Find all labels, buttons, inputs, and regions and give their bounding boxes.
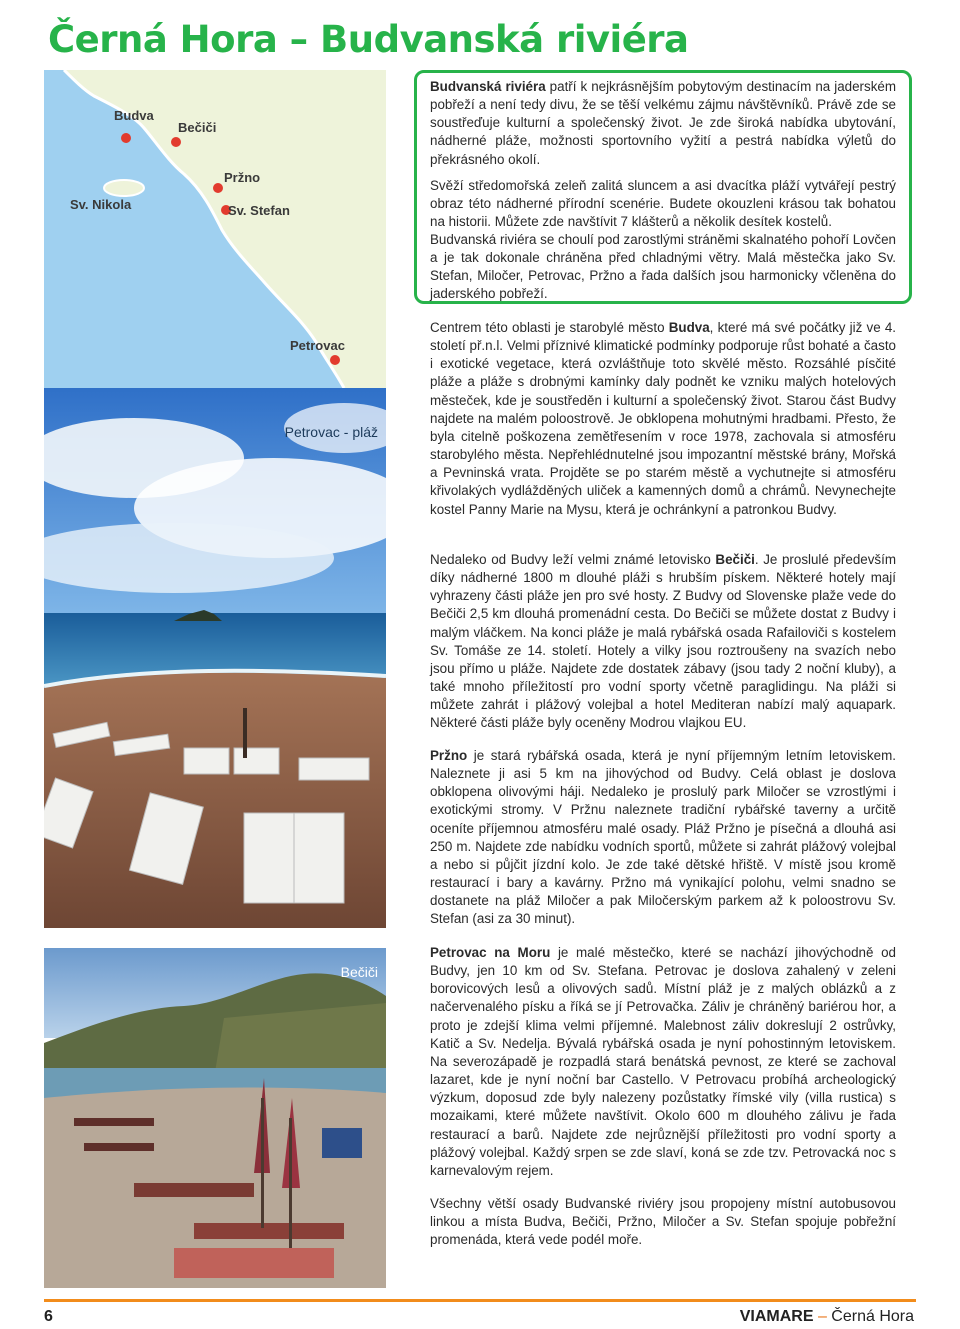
map-label-sv-stefan: Sv. Stefan [228,203,290,218]
budva-paragraph: Centrem této oblasti je starobylé město Budva, které má své počátky již ve 4. století př.n.l. Velmi příznivé klimatické podmínky podporuje růst bohaté a často i exotické vegetace, která ozvláštňuje toto skvělé město. Rozsáhlé písčité pláže a pláže s drobnými kamínky daly podnět ke vzniku malých hotelových městeček, kde je soustředěn i kulturní a společenský život. Starou část Budvy najdete na malém poloostrově. Je obklopena mohutnými hradbami. Přesto, že byla citelně poškozena zemětřesením v roce 1978, zachovala si atmosféru starobylého města. Nepřehlédnutelné jsou impozantní městské brány, Mořská a Pevninská vrata. Projděte se po starém městě a vychutnejte si atmosféru křivolakých vydlážděných uliček a kamenných domů a chrámů. Nevynechejte kostel Panny Marie na Mysu, která je ochránkyní a patronkou Budvy. [430,320,897,517]
map-label-petrovac: Petrovac [290,338,345,353]
map-label-przno: Pržno [224,170,261,185]
footer-rule [44,1299,916,1302]
photo-caption-petrovac: Petrovac - pláž [284,424,378,440]
intro-paragraph-3: Budvanská riviéra se choulí pod zarostlými stráněmi skalnatého pohoří Lovčen a je tak dokonale chráněna před chladnými větry. Malá městečka jako Sv. Stefan, Miločer, Petrovac, Pržno a řada dalších jsou harmonicky včleněna do jaderského pobřeží. [430,232,896,302]
przno-paragraph: Pržno je stará rybářská osada, která je nyní příjemným letním letoviskem. Naleznete ji asi 5 km na jihovýchod od Budvy. Celá oblast je doslova obklopena olivovými háji. Nedaleko je proslulý park Miločer se vzrostlými i exotickými stromy. V Pržnu naleznete tradiční rybářské taverny a určitě oceníte příjemnou atmosféru malé osady. Pláž Pržno je písečná a dlouhá asi 250 m. Najdete zde nabídku vodních sportů, můžete si zahrát plážový volejbal a nebo si půjčit jízdní kolo. Je zde také dětské hřiště. V místě jsou kromě restaurací i bary a kavárny. Pržno má vynikající polohu, velmi snadno se dostanete na pláž Miločer a pak Miločerským parkem až k poloostrovu Sv. Stefan (asi za 30 minut). [430,748,896,927]
map-label-becici: Bečiči [178,120,217,135]
page-number: 6 [44,1308,53,1325]
page-title: Černá Hora – Budvanská riviéra [48,18,689,61]
intro-lead: Budvanská riviéra [430,79,546,94]
map-label-sv-nikola: Sv. Nikola [70,197,132,212]
photo-caption-becici: Bečiči [340,964,378,980]
becici-paragraph: Nedaleko od Budvy leží velmi známé letovisko Bečiči. Je proslulé především díky nádherné 1800 m dlouhé pláži s hrubším pískem. Některé hotely mají vyhrazeny části pláže jen pro své hosty. Z Budvy od Slovenske plaže vede do Bečiči 2,5 km dlouhá promenádní cesta. Do Bečiči se můžete dostat z Budvy i malým vláčkem. Na konci pláže je malá rybářská osada Rafailoviči s kostelem Sv. Tomáše ze 14. století. Hotely a vilky jsou roztroušeny na svazích nebo jsou přímo u pláže. Najdete zde dostatek zábavy (jsou tady 2 noční kluby), a také mnoho příležitostí pro vodní sporty včetně paraglidingu. Na pláži si můžete zahrát i plážový volejbal a hotel Mediteran nabízí malý aquapark. Některé části pláže byly oceněny Modrou vlajkou EU. [430,552,896,731]
map-image [44,70,386,388]
map-label-budva: Budva [114,108,154,123]
intro-paragraph-1: Budvanská riviéra patří k nejkrásnějším pobytovým destinacím na jaderském pobřeží a není tedy divu, že se těší velkému zájmu návštěvníků. Právě zde se soustřeďuje kulturní a společenský život. Je zde široká nabídka ubytování, nádherné pláže, možnosti sportovního vyžití a pestrá nabídka výletů do překrásného okolí. [430,79,896,167]
footer-brand: VIAMARE – Černá Hora [739,1308,914,1325]
intro-paragraph-2: Svěží středomořská zeleň zalitá sluncem a asi dvacítka pláží vytvářejí pestrý obraz této nádherné přírodní scenérie. Budete okouzleni krásou tak bohatou na historii. Můžete zde navštívit 7 klášterů a několik desítek kostelů. [430,178,896,230]
petrovac-beach-photo [44,388,386,928]
becici-beach-photo [44,948,386,1288]
outro-paragraph: Všechny větší osady Budvanské riviéry jsou propojeny místní autobusovou linkou a místa Budva, Bečiči, Pržno, Miločer a Sv. Stefan spojuje pobřežní promenáda, která vede podél moře. [430,1196,896,1248]
petrovac-paragraph: Petrovac na Moru je malé městečko, které se nachází jihovýchodně od Budvy, jen 10 km od Sv. Stefana. Petrovac je doslova zahalený v zeleni borovicových lesů a olivových sadů. Místní pláž je z malých oblázků a z načervenalého písku a říká se jí Petrovačka. Záliv je chráněný bariérou hor, a proto je zdejší klima velmi příjemné. Malebnost záliv dokreslují 2 ostrůvky, Katič a Sv. Nedelja. Bývalá rybářská osada je nyní pohostinným letoviskem. Na severozápadě je rozpadlá stará benátská pevnost, ze které se zachoval lazaret, kde je nyní noční bar Castello. V Petrovacu probíhá archeologický výzkum, doposud zde byly nalezeny pozůstatky římské vily (villa rustica) s mozaikami, které můžete navštívit. Okolo 600 m dlouhého zálivu je řada restaurací a barů. Najdete zde nejrůznější příležitosti pro vodní sporty a plážový volejbal. Každý srpen se zde slaví, koná se zde tzv. Petrovacká noc s karnevalovým rejem. [430,945,896,1178]
